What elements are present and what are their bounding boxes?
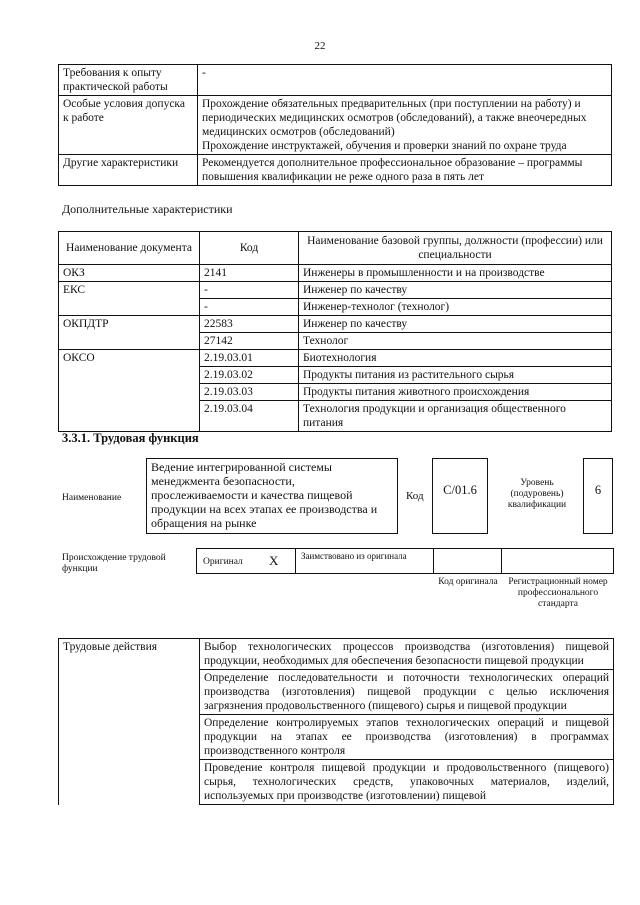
table-row: [59, 155, 612, 186]
action-item: Определение последовательности и поточности технологических операций производства (изготовления) пищевой продукции с целью исключения загрязнения продовольственного (пищевого) сырья и пищевой продукции: [200, 670, 614, 715]
table-row: [59, 384, 612, 401]
table-row: [59, 299, 612, 316]
header-code: Код: [200, 232, 299, 265]
value-line: Прохождение инструктажей, обучения и проверки знаний по охране труда: [202, 140, 567, 152]
divider: [295, 549, 296, 573]
action-item: Определение контролируемых этапов технологических операций и пищевой продукции на этапах ее производства (изготовления) в программах производственного контроля: [200, 715, 614, 760]
table-row: [59, 333, 612, 350]
origin-box: [196, 548, 614, 574]
level-value: 6: [583, 458, 613, 534]
reg-number-label: Регистрационный номер профессионального стандарта: [508, 577, 608, 609]
page-number: 22: [314, 40, 326, 52]
action-item: Выбор технологических процессов производства (изготовления) пищевой продукции, необходимых для обеспечения безопасности пищевой продукции: [200, 639, 614, 670]
name-cell: Инженер-технолог (технолог): [299, 299, 612, 316]
name-cell: Инженер по качеству: [299, 282, 612, 299]
code-label: Код: [406, 490, 424, 502]
action-item: Проведение контроля пищевой продукции и продовольственного (пищевого) сырья, технологических средств, упаковочных материалов, изделий, используемых при производстве (изготовлении) пищевой: [200, 760, 614, 805]
row-value: [198, 155, 612, 186]
code-cell: 2141: [200, 265, 299, 282]
table-row: [59, 65, 612, 96]
table-row: [59, 350, 612, 367]
doc-cell: [59, 401, 200, 432]
code-cell: -: [200, 282, 299, 299]
name-cell: Технология продукции и организация общественного питания: [299, 401, 612, 432]
row-value: [198, 65, 612, 96]
function-name: Ведение интегрированной системы менеджмента безопасности, прослеживаемости и качества пищевой продукции на всех этапах ее производства и обращения на рынке: [146, 458, 398, 534]
table-row: [59, 715, 614, 760]
name-cell: Биотехнология: [299, 350, 612, 367]
divider: [501, 549, 502, 573]
row-label: Особые условия допуска к работе: [59, 96, 198, 155]
code-cell: 22583: [200, 316, 299, 333]
level-label: Уровень (подуровень) квалификации: [507, 478, 567, 510]
name-cell: Продукты питания из растительного сырья: [299, 367, 612, 384]
doc-cell: [59, 299, 200, 316]
labor-actions-table: [58, 638, 614, 805]
table-row: [59, 265, 612, 282]
table-row: [59, 639, 614, 670]
doc-cell: ОКЗ: [59, 265, 200, 282]
additional-heading: Дополнительные характеристики: [62, 202, 233, 216]
actions-label-cont: [59, 670, 200, 715]
code-cell: 2.19.03.01: [200, 350, 299, 367]
row-value: [198, 96, 612, 155]
value-line: -: [202, 67, 206, 79]
divider: [433, 549, 434, 573]
table-row: [59, 401, 612, 432]
row-label: Требования к опыту практической работы: [59, 65, 198, 96]
code-cell: -: [200, 299, 299, 316]
borrowed-label: Заимствовано из оригинала: [301, 551, 407, 561]
table-row: [59, 96, 612, 155]
original-label: Оригинал: [203, 557, 243, 567]
table-row: [59, 367, 612, 384]
name-label: Наименование: [62, 493, 122, 503]
actions-label: Трудовые действия: [59, 639, 200, 670]
name-cell: Технолог: [299, 333, 612, 350]
actions-label-cont: [59, 760, 200, 805]
header-name: Наименование базовой группы, должности (профессии) или специальности: [299, 232, 612, 265]
code-cell: 2.19.03.03: [200, 384, 299, 401]
name-cell: Продукты питания животного происхождения: [299, 384, 612, 401]
value-line: Прохождение обязательных предварительных (при поступлении на работу) и периодических медицинских осмотров (обследований), а также внеочередных медицинских осмотров (обследований): [202, 98, 587, 138]
doc-cell: [59, 333, 200, 350]
doc-cell: ОКПДТР: [59, 316, 200, 333]
doc-cell: [59, 384, 200, 401]
table-row: [59, 282, 612, 299]
code-original-label: Код оригинала: [438, 577, 498, 587]
code-cell: 2.19.03.02: [200, 367, 299, 384]
actions-label-cont: [59, 715, 200, 760]
table-header: [59, 232, 612, 265]
row-label: Другие характеристики: [59, 155, 198, 186]
additional-table: [58, 231, 612, 432]
doc-cell: ОКСО: [59, 350, 200, 367]
original-mark: X: [269, 553, 279, 568]
header-doc: Наименование документа: [59, 232, 200, 265]
doc-cell: ЕКС: [59, 282, 200, 299]
name-cell: Инженеры в промышленности и на производстве: [299, 265, 612, 282]
name-cell: Инженер по качеству: [299, 316, 612, 333]
table-row: [59, 670, 614, 715]
value-line: Рекомендуется дополнительное профессиональное образование – программы повышения квалификации не реже одного раза в пять лет: [202, 157, 583, 183]
table-row: [59, 316, 612, 333]
function-code: C/01.6: [432, 458, 488, 534]
function-heading: 3.3.1. Трудовая функция: [62, 431, 199, 445]
origin-label: Происхождение трудовой функции: [62, 553, 166, 574]
table-row: [59, 760, 614, 805]
code-cell: 2.19.03.04: [200, 401, 299, 432]
doc-cell: [59, 367, 200, 384]
code-cell: 27142: [200, 333, 299, 350]
requirements-table: [58, 64, 612, 186]
